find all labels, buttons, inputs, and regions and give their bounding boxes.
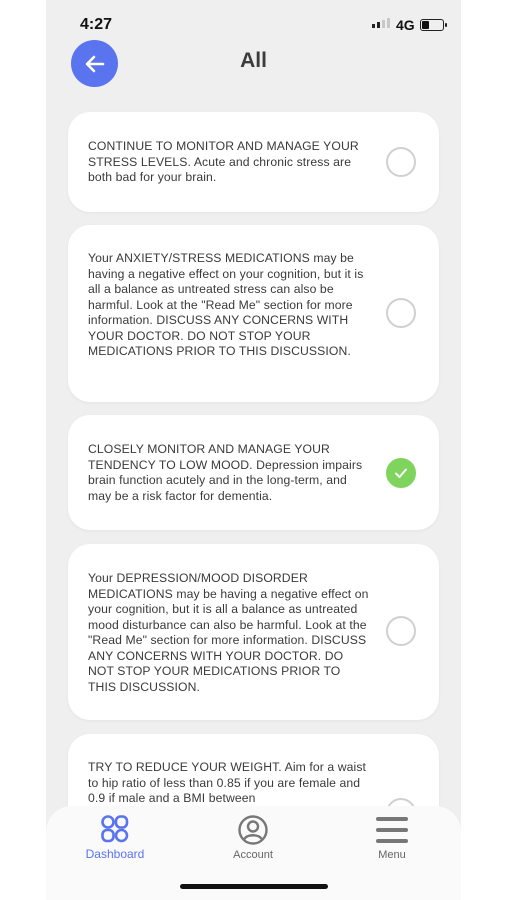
- tab-account[interactable]: [203, 814, 303, 874]
- account-icon: [237, 814, 269, 846]
- unchecked-circle[interactable]: [386, 147, 416, 177]
- recommendation-text: TRY TO REDUCE YOUR WEIGHT. Aim for a waist to hip ratio of less than 0.85 if you are female and 0.9 if male and a BMI between: [88, 760, 367, 805]
- menu-icon: [375, 814, 409, 846]
- checked-circle[interactable]: [386, 458, 416, 488]
- page-title: All: [240, 49, 267, 72]
- recommendation-card: [68, 544, 439, 720]
- recommendation-card: [68, 112, 439, 212]
- tab-dashboard[interactable]: [65, 814, 165, 874]
- tab-menu-label: Menu: [378, 849, 406, 861]
- home-indicator: [180, 884, 328, 889]
- unchecked-circle[interactable]: [386, 616, 416, 646]
- tab-dashboard-label: Dashboard: [85, 847, 145, 861]
- recommendation-card: [68, 225, 439, 402]
- recommendation-text: Your DEPRESSION/MOOD DISORDER MEDICATIONS may be having a negative effect on your cognition, but it is all a balance as untreated mood disturbance can also be harmful. Look at the "Read Me" section for more information. DISCUSS ANY CONCERNS WITH YOUR DOCTOR. DO NOT STOP YOUR MEDICATIONS PRIOR TO THIS DISCUSSION.: [88, 571, 369, 694]
- tab-account-label: Account: [233, 849, 273, 861]
- app-screen: [46, 0, 461, 900]
- signal-icon: [372, 18, 390, 28]
- status-bar: [46, 0, 461, 44]
- recommendation-text: CLOSELY MONITOR AND MANAGE YOUR TENDENCY TO LOW MOOD. Depression impairs brain function acutely and in the long-term, and may be a risk factor for dementia.: [88, 442, 363, 503]
- tab-menu[interactable]: [342, 814, 442, 874]
- battery-icon: [420, 19, 444, 31]
- network-type: 4G: [396, 17, 415, 33]
- status-time: 4:27: [80, 16, 113, 33]
- dashboard-icon: [100, 814, 130, 844]
- recommendation-text: CONTINUE TO MONITOR AND MANAGE YOUR STRESS LEVELS. Acute and chronic stress are both bad for your brain.: [88, 139, 359, 184]
- recommendation-card: [68, 415, 439, 530]
- unchecked-circle[interactable]: [386, 298, 416, 328]
- checkmark-icon: [393, 465, 409, 481]
- recommendation-text: Your ANXIETY/STRESS MEDICATIONS may be having a negative effect on your cognition, but it is all a balance as untreated stress can also be harmful. Look at the "Read Me" section for more information. DISCUSS ANY CONCERNS WITH YOUR DOCTOR. DO NOT STOP YOUR MEDICATIONS PRIOR TO THIS DISCUSSION.: [88, 251, 364, 358]
